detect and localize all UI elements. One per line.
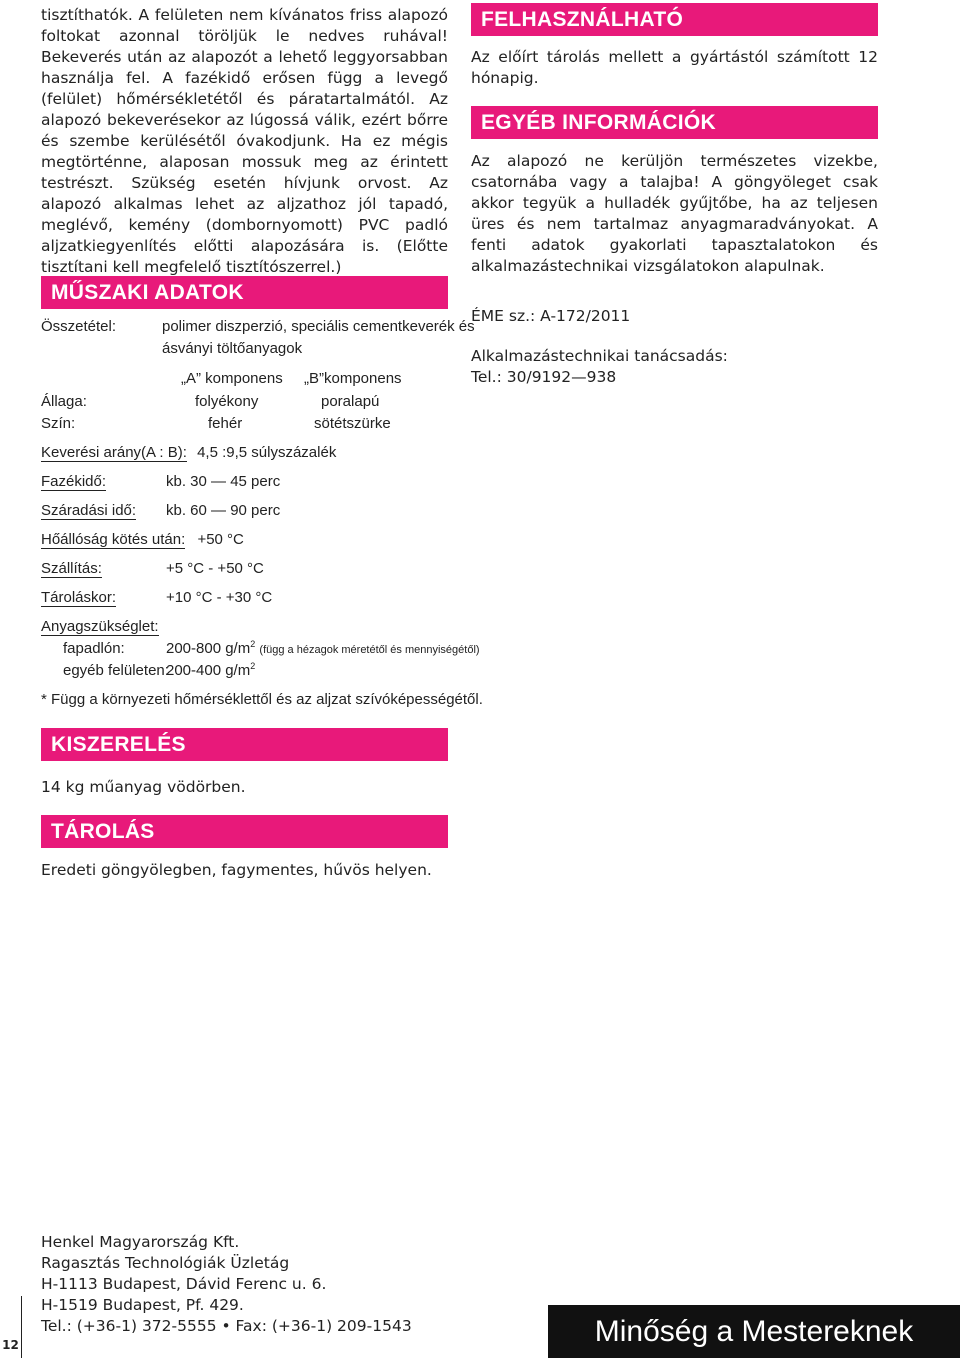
eme-number: ÉME sz.: A-172/2011	[471, 307, 631, 325]
footer-contact: Tel.: (+36-1) 372-5555 • Fax: (+36-1) 209-1543	[41, 1317, 412, 1335]
intro-paragraph: tisztíthatók. A felületen nem kívánatos friss alapozó foltokat azonnal töröljük le nedves ruhával! Bekeverés után az alapozót a lehető leggyorsabban használja fel. A fazékidő erősen függ a levegő (felület) hőmérsékletétől és páratartalmától. Az alapozó bekeverésekor az lúgossá válik, ezért bőrre és szembe kerülésétől óvakodjunk. Ha ez mégis megtörténne, alaposan mossuk meg az érintett testrészt. Szükség esetén hívjunk orvost. Az alapozó alkalmas lehet az aljzathoz jól tapadó, meglévő, kemény (dombornyomott) PVC padló aljzatkiegyenlítés előtti alapozására is. (Előtte tisztítani kell megfelelő tisztítószerrel.)	[41, 6, 448, 276]
component-a-header: „A” komponens	[181, 370, 283, 387]
section-header-egyeb-informaciok: EGYÉB INFORMÁCIÓK	[471, 106, 878, 139]
anyagszukseglet-label	[41, 617, 159, 637]
anyagszukseglet-label-text: Anyagszükséglet:	[41, 618, 159, 635]
osszetetel-value-line1: polimer diszperzió, speciális cementkeverék és	[162, 318, 475, 335]
tarolas-text: Eredeti göngyölegben, fagymentes, hűvös helyen.	[41, 861, 432, 879]
fazekido-label	[41, 472, 106, 492]
tarolaskor-label-text: Tároláskor:	[41, 589, 117, 606]
fapadlon-sup: 2	[250, 639, 256, 649]
footer-division: Ragasztás Technológiák Üzletág	[41, 1254, 290, 1272]
keveresi-arany-value: 4,5 :9,5 súlyszázalék	[197, 444, 337, 461]
egyeb-informaciok-text: Az alapozó ne kerüljön természetes vizekbe, csatornába vagy a talajba! A göngyöleget csak akkor tegyük a hulladék gyűjtőbe, ha az teljesen üres és nem tartalmaz anyagmaradványokat. A fenti adatok gyakorlati tapasztalatokon és alkalmazástechnikai vizsgálatokon alapulnak.	[471, 152, 878, 275]
fapadlon-label: fapadlón:	[63, 640, 125, 657]
egyeb-feluleten-value-row	[166, 661, 255, 681]
egyeb-feluleten-label: egyéb felületen:	[63, 662, 169, 679]
egyeb-feluleten-sup: 2	[250, 661, 256, 671]
footer-po-box: H-1519 Budapest, Pf. 429.	[41, 1296, 244, 1314]
allaga-a-value: folyékony	[195, 393, 259, 410]
tarolaskor-label	[41, 588, 116, 608]
fazekido-value: kb. 30 — 45 perc	[166, 473, 281, 490]
felhasznalhato-text: Az előírt tárolás mellett a gyártástól számított 12 hónapig.	[471, 48, 878, 87]
kiszereles-text: 14 kg műanyag vödörben.	[41, 778, 246, 796]
szallitas-label-text: Szállítás:	[41, 560, 102, 577]
szallitas-value: +5 °C - +50 °C	[166, 560, 264, 577]
tanacsadas-label: Alkalmazástechnikai tanácsadás:	[471, 347, 728, 365]
allaga-b-value: poralapú	[321, 393, 380, 410]
section-header-tarolas: TÁROLÁS	[41, 815, 448, 848]
keveresi-arany-label: Keverési arány(A : B):	[41, 444, 187, 461]
tanacsadas-phone: Tel.: 30/9192—938	[471, 368, 617, 386]
fapadlon-value: 200-800 g/m	[166, 640, 251, 657]
hoallosag-label: Hőállóság kötés után:	[41, 531, 186, 548]
fapadlon-value-row	[166, 639, 480, 660]
osszetetel-label: Összetétel:	[41, 318, 117, 335]
hoallosag-row	[41, 530, 244, 550]
szaradasi-ido-label-text: Száradási idő:	[41, 502, 137, 519]
tarolaskor-value: +10 °C - +30 °C	[166, 589, 273, 606]
brand-slogan-banner: Minőség a Mestereknek	[548, 1305, 960, 1358]
section-header-felhasznalhato: FELHASZNÁLHATÓ	[471, 3, 878, 36]
szallitas-label	[41, 559, 102, 579]
component-b-header: „B”komponens	[304, 370, 402, 387]
footer-company: Henkel Magyarország Kft.	[41, 1233, 240, 1251]
section-header-kiszereles: KISZERELÉS	[41, 728, 448, 761]
keveresi-arany-row	[41, 443, 336, 463]
szin-b-value: sötétszürke	[314, 415, 391, 432]
fapadlon-note: (függ a hézagok méretétől és mennyiségétől)	[259, 644, 480, 656]
footer-address: H-1113 Budapest, Dávid Ferenc u. 6.	[41, 1275, 327, 1293]
szaradasi-ido-value: kb. 60 — 90 perc	[166, 502, 281, 519]
page-number: 12	[0, 1296, 22, 1358]
szin-a-value: fehér	[208, 415, 243, 432]
footnote: * Függ a környezeti hőmérséklettől és az aljzat szívóképességétől.	[41, 691, 483, 708]
osszetetel-value-line2: ásványi töltőanyagok	[162, 340, 303, 357]
allaga-label: Állaga:	[41, 393, 87, 410]
szin-label: Szín:	[41, 415, 76, 432]
szaradasi-ido-label	[41, 501, 136, 521]
fazekido-label-text: Fazékidő:	[41, 473, 107, 490]
section-header-muszaki-adatok: MŰSZAKI ADATOK	[41, 276, 448, 309]
egyeb-feluleten-value: 200-400 g/m	[166, 662, 251, 679]
hoallosag-value: +50 °C	[197, 531, 244, 548]
